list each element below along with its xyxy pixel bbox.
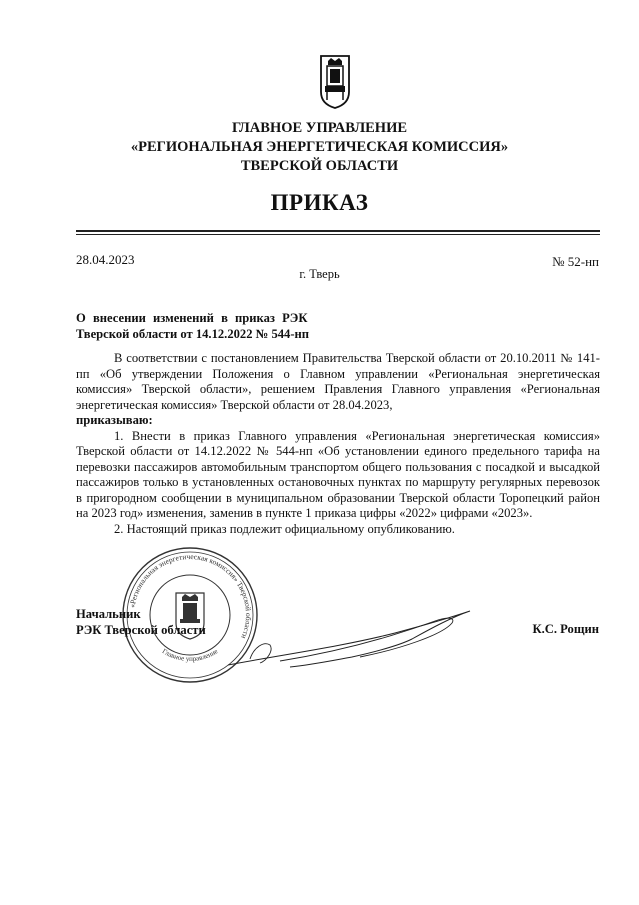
tver-coat-of-arms-icon [318, 54, 352, 110]
position-line-2: РЭК Тверской области [76, 623, 206, 637]
preamble-paragraph: В соответствии с постановлением Правительства Тверской области от 20.10.2011 № 141-пп «Об утверждении Положения о Главном управлении «Региональная энергетическая комиссия» Тверской области», решением Правления Главного управления «Региональная энергетическая комиссия» Тверской области от 28.04.2023, [76, 351, 600, 412]
order-word: приказываю: [76, 413, 153, 427]
signatory-name: К.С. Рощин [532, 622, 599, 636]
header-line-3: ТВЕРСКОЙ ОБЛАСТИ [240, 158, 399, 174]
document-title: ПРИКАЗ [270, 190, 369, 215]
order-item-2: 2. Настоящий приказ подлежит официальному опубликованию. [114, 521, 455, 536]
title-divider-thin [76, 234, 600, 235]
stamp-ring-text: «Региональная энергетическая комиссия» Тверской области [127, 551, 254, 641]
document-number: № 52-нп [552, 254, 599, 269]
header-line-2: «РЕГИОНАЛЬНАЯ ЭНЕРГЕТИЧЕСКАЯ КОМИССИЯ» [130, 139, 509, 155]
document-date: 28.04.2023 [76, 252, 135, 267]
stamp-bottom-text: Главное управление [160, 647, 220, 664]
document-body [76, 351, 600, 537]
position-line-1: Начальник [76, 607, 141, 621]
document-subject [76, 310, 309, 342]
handwritten-signature [220, 595, 480, 675]
header-line-1: ГЛАВНОЕ УПРАВЛЕНИЕ [231, 120, 408, 136]
document-city: г. Тверь [299, 267, 340, 281]
subject-line-2: Тверской области от 14.12.2022 № 544-нп [76, 327, 310, 341]
title-divider [76, 230, 600, 232]
signatory-position [76, 606, 206, 638]
order-item-1: 1. Внести в приказ Главного управления «Региональная энергетическая комиссия» Тверской области от 14.12.2022 № 544-нп «Об установлении единого предельного тарифа на перевозки пассажиров автомобильным транспортом общего пользования с посадкой и высадкой пассажиров только в установленных остановочных пунктах по маршруту регулярных перевозок в пригородном сообщении в муниципальном образовании Тверской области Торопецкий район на 2023 год» изменения, заменив в пункте 1 приказа цифры «2022» цифрами «2023». [76, 428, 600, 520]
subject-line-1: О внесении изменений в приказ РЭК [76, 311, 308, 325]
